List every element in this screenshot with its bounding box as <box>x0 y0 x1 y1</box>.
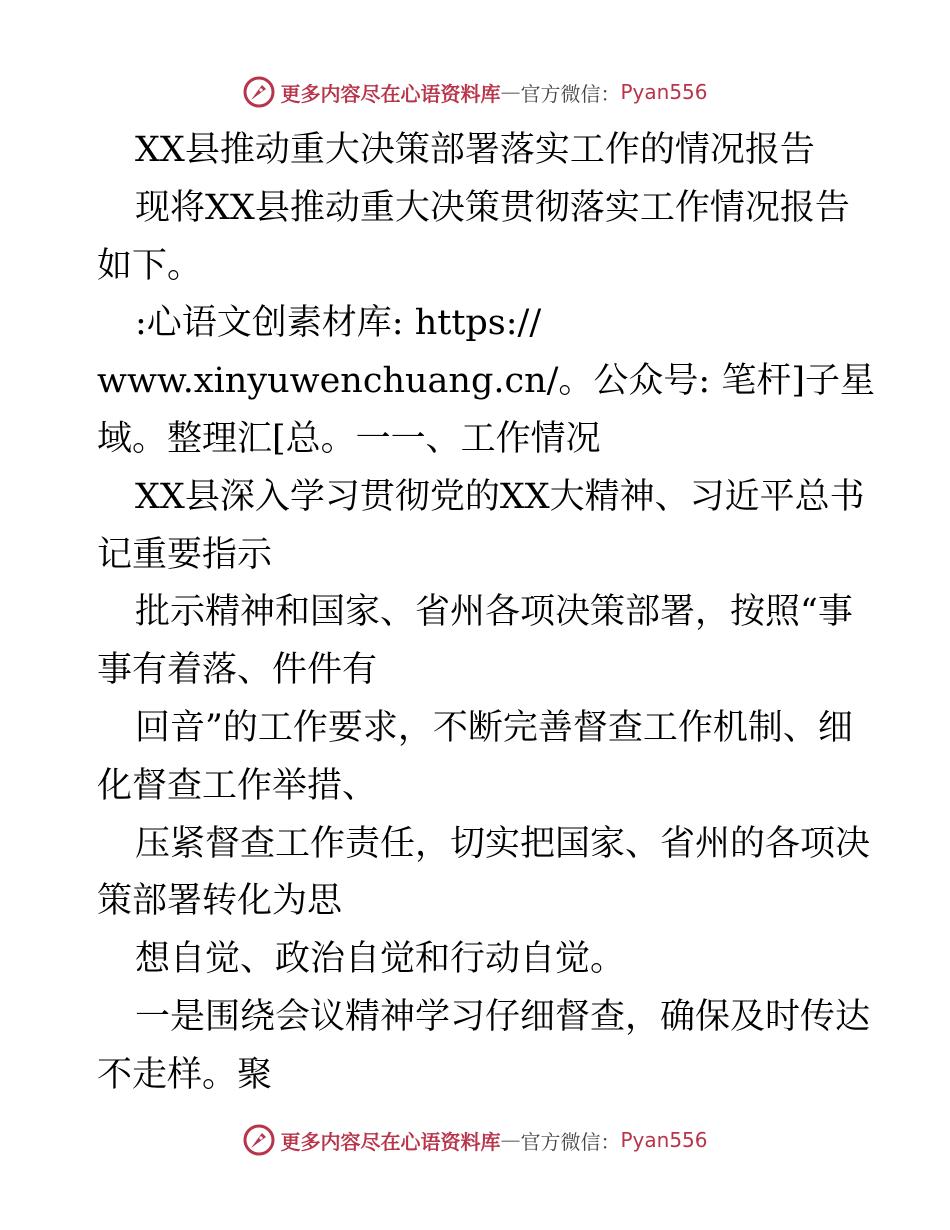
banner-label: 官方微信： <box>520 81 621 106</box>
paragraph-line: :心语文创素材库: https:// <box>135 303 542 344</box>
paragraph-line: 记重要指示 <box>97 534 273 575</box>
footer-banner <box>0 1120 950 1160</box>
banner-dash: — <box>500 1128 521 1152</box>
banner-wechat-id: Pyan556 <box>620 1128 708 1152</box>
paragraph-line: 不走样。聚 <box>97 1054 273 1095</box>
banner-main-text: 更多内容尽在心语资料库 <box>280 1129 501 1154</box>
paragraph-line: 策部署转化为思 <box>97 881 343 922</box>
paragraph-line: 一是围绕会议精神学习仔细督查，确保及时传达 <box>135 996 871 1037</box>
banner-wechat-id: Pyan556 <box>620 80 708 104</box>
paragraph-line: 化督查工作举措、 <box>97 765 378 806</box>
paragraph-line: www.xinyuwenchuang.cn/。公众号: 笔杆]子星 <box>97 361 875 402</box>
banner-label: 官方微信： <box>520 1129 621 1154</box>
paragraph-line: 想自觉、政治自觉和行动自觉。 <box>135 939 626 980</box>
banner-dash: — <box>500 80 521 104</box>
document-body <box>97 122 875 1105</box>
banner-main-text: 更多内容尽在心语资料库 <box>280 81 501 106</box>
paragraph-line: 批示精神和国家、省州各项决策部署，按照“事 <box>135 592 853 633</box>
pen-nib-circle-icon <box>242 75 276 109</box>
doc-title: XX县推动重大决策部署落实工作的情况报告 <box>135 130 815 170</box>
paragraph-line: 回音”的工作要求，不断完善督查工作机制、细 <box>135 707 853 748</box>
paragraph-line: 域。整理汇[总。一一、工作情况 <box>97 418 601 459</box>
paragraph-line: XX县深入学习贯彻党的XX大精神、习近平总书 <box>135 476 865 517</box>
paragraph-line: 如下。 <box>97 245 203 286</box>
pen-nib-circle-icon <box>242 1123 276 1157</box>
paragraph-line: 事有着落、件件有 <box>97 650 378 691</box>
paragraph-line: 压紧督查工作责任，切实把国家、省州的各项决 <box>135 823 871 864</box>
header-banner <box>0 72 950 112</box>
paragraph-line: 现将XX县推动重大决策贯彻落实工作情况报告 <box>135 187 850 228</box>
